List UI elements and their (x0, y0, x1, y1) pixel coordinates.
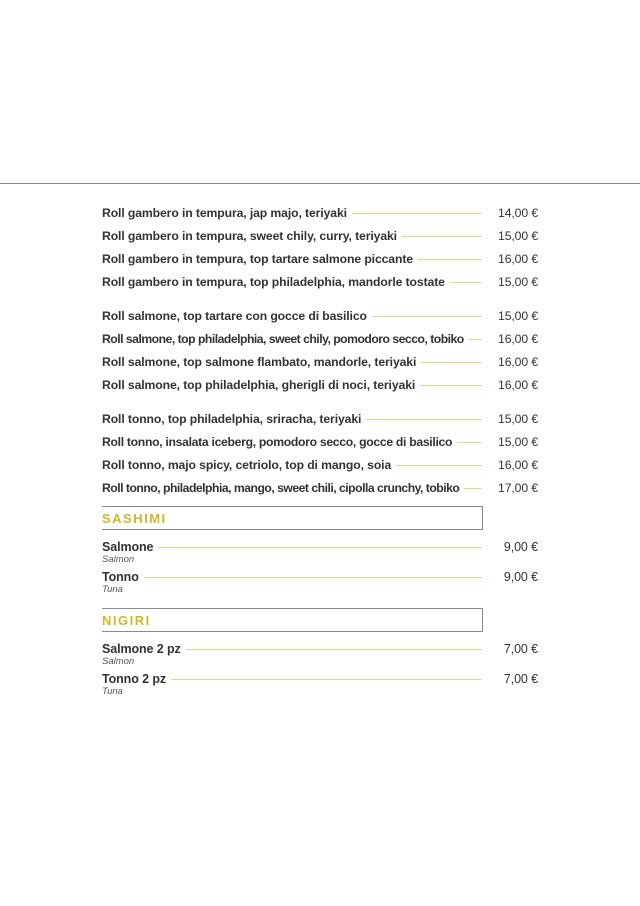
section-header-sashimi (102, 506, 483, 530)
leader-line (418, 259, 482, 260)
item-price: 17,00 € (498, 481, 538, 495)
item-price: 16,00 € (498, 332, 538, 346)
section-title: SASHIMI (102, 511, 167, 526)
menu-item (102, 346, 538, 369)
leader-line (158, 547, 482, 548)
item-translation: Tuna (102, 584, 123, 595)
leader-line (420, 385, 482, 386)
item-price: 16,00 € (498, 378, 538, 392)
item-translation: Salmon (102, 656, 135, 667)
top-divider (0, 183, 640, 184)
leader-line (469, 339, 482, 340)
item-name: Roll salmone, top philadelphia, sweet chily, pomodoro secco, tobiko (102, 332, 464, 346)
leader-line (402, 236, 482, 237)
item-price: 7,00 € (503, 672, 538, 686)
leader-line (186, 649, 482, 650)
leader-line (144, 577, 482, 578)
item-name: Roll gambero in tempura, jap majo, teriyaki (102, 206, 347, 220)
item-price: 9,00 € (503, 570, 538, 584)
item-name: Roll tonno, insalata iceberg, pomodoro secco, gocce di basilico (102, 435, 453, 449)
item-name: Roll gambero in tempura, top tartare salmone piccante (102, 252, 413, 266)
leader-line (464, 488, 482, 489)
item-name: Roll salmone, top tartare con gocce di basilico (102, 309, 367, 323)
item-name: Tonno 2 pz (102, 672, 167, 686)
roll-group-gambero (102, 197, 538, 289)
item-price: 15,00 € (498, 412, 538, 426)
item-name: Roll tonno, top philadelphia, sriracha, teriyaki (102, 412, 362, 426)
item-price: 16,00 € (498, 458, 538, 472)
item-name: Roll gambero in tempura, top philadelphia, mandorle tostate (102, 275, 445, 289)
menu-item (102, 243, 538, 266)
menu-item (102, 197, 538, 220)
item-name: Roll tonno, majo spicy, cetriolo, top di mango, soia (102, 458, 392, 472)
item-translation: Tuna (102, 686, 123, 697)
menu-item (102, 266, 538, 289)
menu-item (102, 369, 538, 392)
item-price: 15,00 € (498, 435, 538, 449)
leader-line (366, 419, 482, 420)
menu-item (102, 426, 538, 449)
roll-group-tonno (102, 403, 538, 495)
item-price: 14,00 € (498, 206, 538, 220)
item-name: Tonno (102, 570, 139, 584)
item-name: Roll gambero in tempura, sweet chily, curry, teriyaki (102, 229, 397, 243)
item-price: 15,00 € (498, 275, 538, 289)
item-translation: Salmon (102, 554, 135, 565)
menu-item (102, 323, 538, 346)
item-name: Salmone (102, 540, 154, 554)
roll-group-salmone (102, 300, 538, 392)
section-title: NIGIRI (102, 613, 151, 628)
item-price: 16,00 € (498, 355, 538, 369)
menu-item (102, 536, 538, 566)
leader-line (450, 282, 482, 283)
menu-item (102, 220, 538, 243)
menu-page (102, 197, 538, 698)
menu-item (102, 668, 538, 698)
menu-item (102, 566, 538, 596)
item-price: 16,00 € (498, 252, 538, 266)
leader-line (352, 213, 482, 214)
menu-item (102, 472, 538, 495)
item-price: 15,00 € (498, 309, 538, 323)
item-price: 7,00 € (503, 642, 538, 656)
menu-item (102, 300, 538, 323)
menu-item (102, 403, 538, 426)
item-name: Roll tonno, philadelphia, mango, sweet chili, cipolla crunchy, tobiko (102, 481, 460, 495)
item-name: Roll salmone, top salmone flambato, mandorle, teriyaki (102, 355, 417, 369)
menu-item (102, 638, 538, 668)
leader-line (396, 465, 482, 466)
menu-item (102, 449, 538, 472)
item-name: Roll salmone, top philadelphia, gherigli di noci, teriyaki (102, 378, 416, 392)
item-name: Salmone 2 pz (102, 642, 181, 656)
leader-line (171, 679, 482, 680)
item-price: 9,00 € (503, 540, 538, 554)
section-header-nigiri (102, 608, 483, 632)
leader-line (421, 362, 482, 363)
leader-line (457, 442, 482, 443)
item-price: 15,00 € (498, 229, 538, 243)
leader-line (372, 316, 482, 317)
